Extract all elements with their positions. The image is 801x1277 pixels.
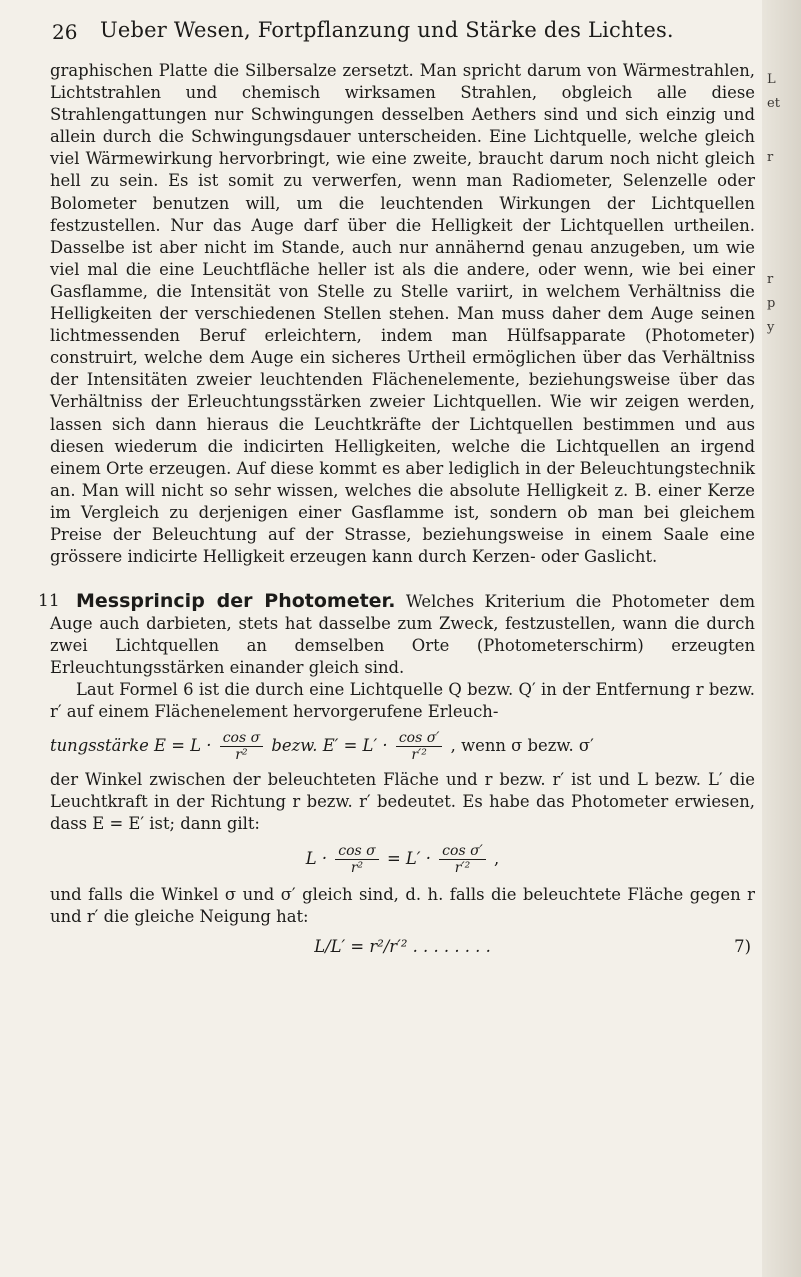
- page-number: 26: [52, 20, 78, 44]
- paragraph-text: graphischen Platte die Silbersalze zersetzt. Man spricht darum von Wärmestrahlen, Lichtstrahlen und chemisch wirksamen Strahlen, obgleich alle diese Strahlengattungen nur Schwingungen desselben Aethers sind und sich einzig und allein durch die Schwingungsdauer unterscheiden. Eine Lichtquelle, welche gleich viel Wärmewirkung hervorbringt, wie eine zweite, braucht darum noch nicht gleich hell zu sein. Es ist somit zu verwerfen, wenn man Radiometer, Selenzelle oder Bolometer benutzen will, um die leuchtenden Wirkungen der Lichtquellen festzustellen. Nur das Auge darf über die Helligkeit der Lichtquellen urtheilen. Dasselbe ist aber nicht im Stande, auch nur annähernd genau anzugeben, um wie viel mal die eine Leuchtfläche heller ist als die andere, oder wenn, wie bei einer Gasflamme, die Intensität von Stelle zu Stelle variirt, in welchem Verhältniss die Helligkeiten der verschiedenen Stellen stehen. Man muss daher dem Auge seinen lichtmessenden Beruf erleichtern, indem man Hülfsapparate (Photometer) construirt, welche dem Auge ein sicheres Urtheil ermöglichen über das Verhältniss der Intensitäten zweier leuchtenden Flächenelemente, beziehungsweise über das Verhältniss der Erleuchtungsstärken zweier Lichtquellen. Wie wir zeigen werden, lassen sich dann hieraus die Leuchtkräfte der Lichtquellen bestimmen und aus diesen wiederum die indicirten Helligkeiten, welche die Lichtquellen an irgend einem Orte erzeugen. Auf diese kommt es aber lediglich in der Beleuchtungstechnik an. Man will nicht so sehr wissen, welches die absolute Helligkeit z. B. einer Kerze im Vergleich zu derjenigen einer Gasflamme ist, sondern ob man bei gleichem Preise der Beleuchtung auf der Strasse, beziehungsweise in einem Saale eine grössere indicirte Helligkeit erzeugen kann durch Kerzen- oder Gaslicht.: [50, 61, 755, 567]
- equation-fraction-2-denominator: r′²: [454, 859, 471, 876]
- running-title: Ueber Wesen, Fortpflanzung und Stärke des Lichtes.: [100, 18, 674, 42]
- page-header: [52, 12, 752, 52]
- formula-suffix: , wenn σ bezw. σ′: [450, 735, 594, 755]
- formula-mid: bezw. E′ = L′ ·: [271, 735, 388, 755]
- fraction-1: [220, 730, 263, 763]
- equation-mid: = L′ ·: [386, 848, 431, 868]
- text-after-formula-content: der Winkel zwischen der beleuchteten Fläche und r bezw. r′ ist und L bezw. L′ die Leuchtkraft in der Richtung r bezw. r′ bedeutet. Es habe das Photometer erwiesen, dass E = E′ ist; dann gilt:: [50, 769, 755, 833]
- margin-mark: y: [767, 320, 775, 335]
- text-final-content: und falls die Winkel σ und σ′ gleich sind, d. h. falls die beleuchtete Fläche gegen r und r′ die gleiche Neigung hat:: [50, 884, 755, 926]
- adjacent-page-edge: [762, 0, 801, 1277]
- margin-mark: r: [767, 272, 774, 287]
- equation-equal-illumination: [50, 843, 755, 876]
- formula-line-1: [50, 730, 755, 763]
- equation-fraction-2: [439, 843, 486, 876]
- fraction-1-denominator: r²: [235, 746, 248, 763]
- equation-fraction-1-denominator: r²: [350, 859, 364, 876]
- section-number: 11: [38, 591, 60, 611]
- equation-fraction-1-numerator: cos σ: [335, 843, 378, 860]
- equation-7: [50, 936, 755, 958]
- fraction-1-numerator: cos σ: [220, 730, 263, 747]
- formula-text-1: Laut Formel 6 ist die durch eine Lichtquelle Q bezw. Q′ in der Entfernung r bezw. r′ auf einem Flächenelement hervorgerufene Erleuch-: [50, 680, 755, 722]
- equation-end: ,: [494, 848, 500, 868]
- paragraph-1: [50, 60, 755, 568]
- final-formula: L/L′ = r²/r′² . . . . . . . .: [314, 937, 491, 957]
- formula-prefix: tungsstärke E = L ·: [50, 735, 212, 755]
- formula-paragraph: [50, 679, 755, 723]
- text-after-formula: [50, 769, 755, 835]
- equation-fraction-2-numerator: cos σ′: [439, 843, 486, 860]
- margin-mark: L: [767, 72, 776, 87]
- fraction-2-numerator: cos σ′: [396, 730, 443, 747]
- fraction-2-denominator: r′²: [411, 746, 427, 763]
- equation-number: 7): [734, 937, 751, 957]
- fraction-2: [396, 730, 443, 763]
- margin-mark: et: [767, 96, 780, 111]
- section-11: [38, 590, 755, 966]
- section-intro-text: Welches Kriterium die Photometer dem Auge auch darbieten, stets hat dasselbe zum Zweck, festzustellen, wann die durch zwei Lichtquellen an demselben Orte (Photometerschirm) erzeugten Erleuchtungsstärken einander gleich sind.: [50, 592, 755, 678]
- text-final: [50, 884, 755, 928]
- equation-fraction-1: [335, 843, 378, 876]
- equation-left: L ·: [305, 848, 328, 868]
- section-title: Messprincip der Photometer.: [76, 590, 396, 612]
- margin-mark: p: [767, 296, 776, 311]
- margin-mark: r: [767, 150, 774, 165]
- section-intro: [50, 590, 755, 679]
